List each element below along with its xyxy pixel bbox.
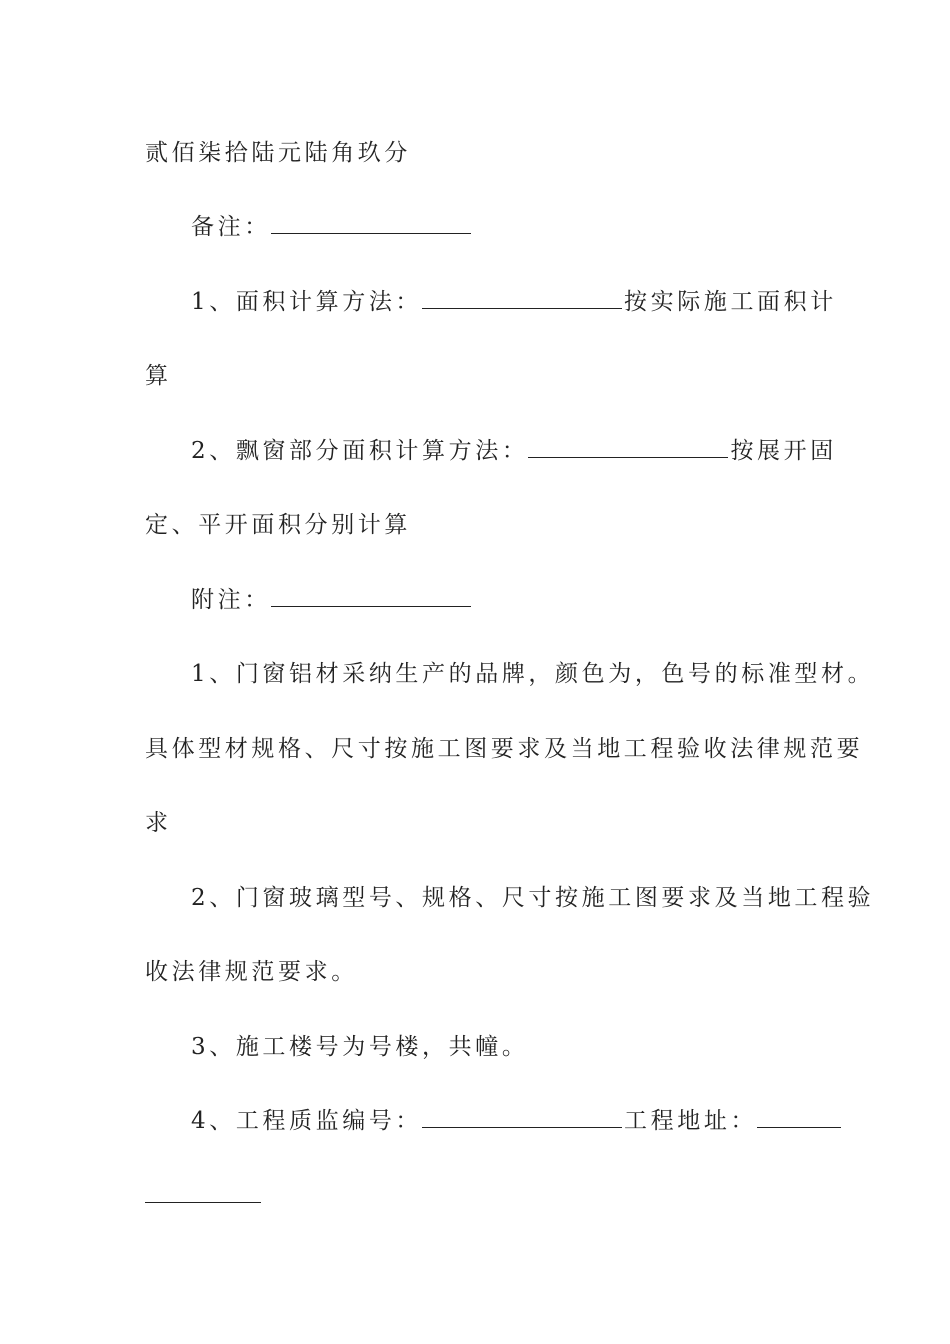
area-method-cont-text: 算 [145,363,172,389]
note-3-line [145,1032,861,1062]
note-2-continuation [145,957,815,987]
note-1-cont-text-2: 求 [145,810,172,836]
project-address-blank-continued[interactable] [145,1182,261,1203]
remarks-line [145,212,861,242]
note-3-text: 3、施工楼号为号楼，共幢。 [191,1034,529,1060]
note-4-line [145,1106,861,1136]
note-1-cont-text-1: 具体型材规格、尺寸按施工图要求及当地工程验收法律规范要 [145,736,864,762]
area-method-text: 按实际施工面积计 [624,289,837,315]
note-2-line [145,883,875,913]
area-method-line [145,287,861,317]
remarks-label: 备注： [191,214,271,240]
bay-window-method-label: 2、飘窗部分面积计算方法： [191,438,529,464]
amount-in-words [145,138,815,168]
area-method-label: 1、面积计算方法： [191,289,423,315]
note-4-continuation [145,1181,815,1211]
project-address-blank[interactable] [757,1107,841,1128]
notes-label: 附注： [191,587,271,613]
note-1-continuation-1 [145,734,864,764]
note-1-continuation-2 [145,808,815,838]
bay-window-method-line [145,436,861,466]
area-method-continuation [145,361,815,391]
bay-window-method-continuation [145,510,815,540]
notes-blank[interactable] [271,586,471,607]
note-1-line [145,659,875,689]
note-1-text: 1、门窗铝材采纳生产的品牌，颜色为，色号的标准型材。 [191,661,875,687]
quality-number-blank[interactable] [422,1107,622,1128]
bay-window-method-text: 按展开固 [730,438,837,464]
project-address-label: 工程地址： [624,1108,758,1134]
bay-window-method-blank[interactable] [528,437,728,458]
amount-text: 贰佰柒拾陆元陆角玖分 [145,140,411,166]
notes-line [145,585,861,615]
bay-window-cont-text: 定、平开面积分别计算 [145,512,411,538]
note-2-cont-text: 收法律规范要求。 [145,959,358,985]
area-method-blank[interactable] [422,288,622,309]
quality-number-label: 4、工程质监编号： [191,1108,423,1134]
remarks-blank[interactable] [271,213,471,234]
note-2-text: 2、门窗玻璃型号、规格、尺寸按施工图要求及当地工程验 [191,885,875,911]
